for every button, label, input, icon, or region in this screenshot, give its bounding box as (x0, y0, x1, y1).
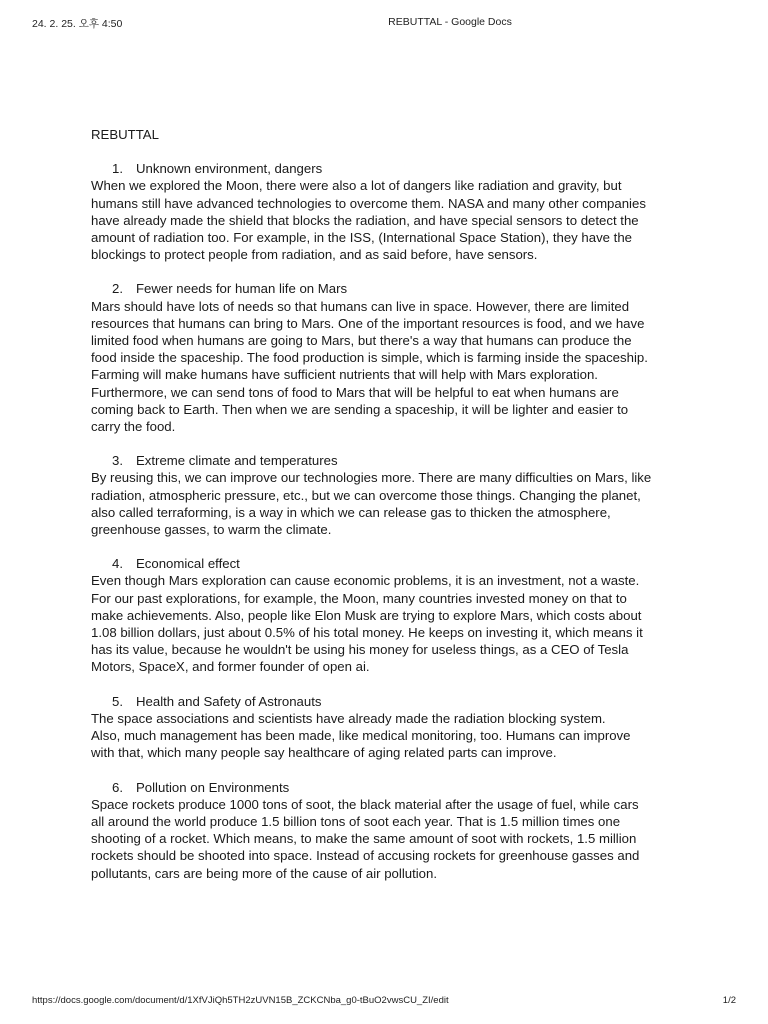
paragraph-line: Motors, SpaceX, and former founder of open ai. (91, 659, 370, 675)
section-paragraph (91, 796, 681, 882)
paragraph-line: make achievements. Also, people like Elon Musk are trying to explore Mars, which costs about (91, 607, 642, 623)
section-1 (91, 160, 681, 263)
paragraph-line: Also, much management has been made, like medical monitoring, too. Humans can improve (91, 728, 631, 744)
paragraph-line: Even though Mars exploration can cause economic problems, it is an investment, not a waste. (91, 573, 640, 589)
paragraph-line: Furthermore, we can send tons of food to Mars that will be helpful to eat when humans are (91, 384, 619, 400)
section-heading (91, 160, 681, 177)
section-3 (91, 452, 681, 538)
paragraph-line: Farming will make humans have sufficient nutrients that will help with Mars exploration. (91, 367, 598, 383)
paragraph-line: limited food when humans are going to Mars, but there's a way that humans can produce the (91, 333, 632, 349)
paragraph-line: greenhouse gasses, to warm the climate. (91, 522, 332, 538)
paragraph-line: The space associations and scientists have already made the radiation blocking system. (91, 710, 606, 726)
print-footer (0, 995, 768, 1009)
paragraph-line: have already made the shield that blocks the radiation, and have special sensors to detect the (91, 212, 639, 228)
paragraph-line: amount of radiation too. For example, in the ISS, (International Space Station), they have the (91, 230, 633, 246)
page-counter: 1/2 (722, 995, 736, 1006)
paragraph-line: radiation, atmospheric pressure, etc., but we can overcome those things. Changing the planet, (91, 487, 641, 503)
paragraph-line: shooting of a rocket. Which means, to make the same amount of soot with rockets, 1.5 million (91, 831, 637, 847)
paragraph-line: Space rockets produce 1000 tons of soot, the black material after the usage of fuel, while cars (91, 796, 639, 812)
section-number: 2. (112, 281, 123, 297)
paragraph-line: coming back to Earth. Then when we are sending a spaceship, it will be lighter and easier to (91, 401, 629, 417)
print-doc-title: REBUTTAL - Google Docs (388, 16, 512, 28)
section-number: 1. (112, 161, 123, 177)
paragraph-line: blockings to protect people from radiation, and as said before, have sensors. (91, 247, 538, 263)
document-title: REBUTTAL (91, 127, 159, 142)
paragraph-line: also called terraforming, is a way in which we can release gas to thicken the atmosphere, (91, 504, 611, 520)
document-body (91, 126, 681, 899)
section-5 (91, 693, 681, 762)
section-paragraph (91, 572, 681, 675)
section-heading (91, 280, 681, 297)
paragraph-line: 1.08 billion dollars, just about 0.5% of his total money. He keeps on investing it, which means it (91, 625, 643, 641)
section-number: 5. (112, 693, 123, 709)
section-heading-text: Unknown environment, dangers (136, 161, 323, 177)
paragraph-line: humans still have advanced technologies to overcome them. NASA and many other companies (91, 195, 646, 211)
print-datetime: 24. 2. 25. 오후 4:50 (32, 18, 123, 30)
paragraph-line: food inside the spaceship. The food production is simple, which is farming inside the spaceship. (91, 350, 648, 366)
sections-container (91, 160, 681, 882)
section-heading (91, 779, 681, 796)
print-url: https://docs.google.com/document/d/1XfVJiQh5TH2zUVN15B_ZCKCNba_g0-tBuO2vwsCU_ZI/edit (32, 995, 449, 1006)
section-heading-text: Health and Safety of Astronauts (136, 693, 322, 709)
paragraph-line: all around the world produce 1.5 billion tons of soot each year. That is 1.5 million times one (91, 813, 621, 829)
paragraph-line: rockets should be shooted into space. Instead of accusing rockets for greenhouse gasses and (91, 848, 640, 864)
section-6 (91, 779, 681, 882)
section-heading-text: Extreme climate and temperatures (136, 453, 338, 469)
section-2 (91, 280, 681, 435)
paragraph-line: When we explored the Moon, there were also a lot of dangers like radiation and gravity, but (91, 178, 622, 194)
section-4 (91, 555, 681, 675)
paragraph-line: carry the food. (91, 419, 176, 435)
paragraph-line: pollutants, cars are being more of the cause of air pollution. (91, 865, 438, 881)
section-paragraph (91, 710, 681, 762)
section-paragraph (91, 298, 681, 436)
section-number: 3. (112, 453, 123, 469)
section-heading (91, 452, 681, 469)
paragraph-line: has its value, because he wouldn't be using his money for useless things, as a CEO of Tesla (91, 642, 629, 658)
section-heading (91, 555, 681, 572)
section-heading-text: Fewer needs for human life on Mars (136, 281, 348, 297)
section-paragraph (91, 177, 681, 263)
section-number: 4. (112, 556, 123, 572)
paragraph-line: By reusing this, we can improve our technologies more. There are many difficulties on Mars, like (91, 470, 652, 486)
paragraph-line: with that, which many people say healthcare of aging related parts can improve. (91, 745, 557, 761)
section-heading (91, 693, 681, 710)
paragraph-line: For our past explorations, for example, the Moon, many countries invested money on that to (91, 590, 627, 606)
section-paragraph (91, 469, 681, 538)
print-header (0, 16, 768, 32)
paragraph-line: Mars should have lots of needs so that humans can live in space. However, there are limited (91, 298, 630, 314)
section-number: 6. (112, 779, 123, 795)
section-heading-text: Economical effect (136, 556, 240, 572)
section-heading-text: Pollution on Environments (136, 779, 290, 795)
paragraph-line: resources that humans can bring to Mars. One of the important resources is food, and we have (91, 315, 645, 331)
